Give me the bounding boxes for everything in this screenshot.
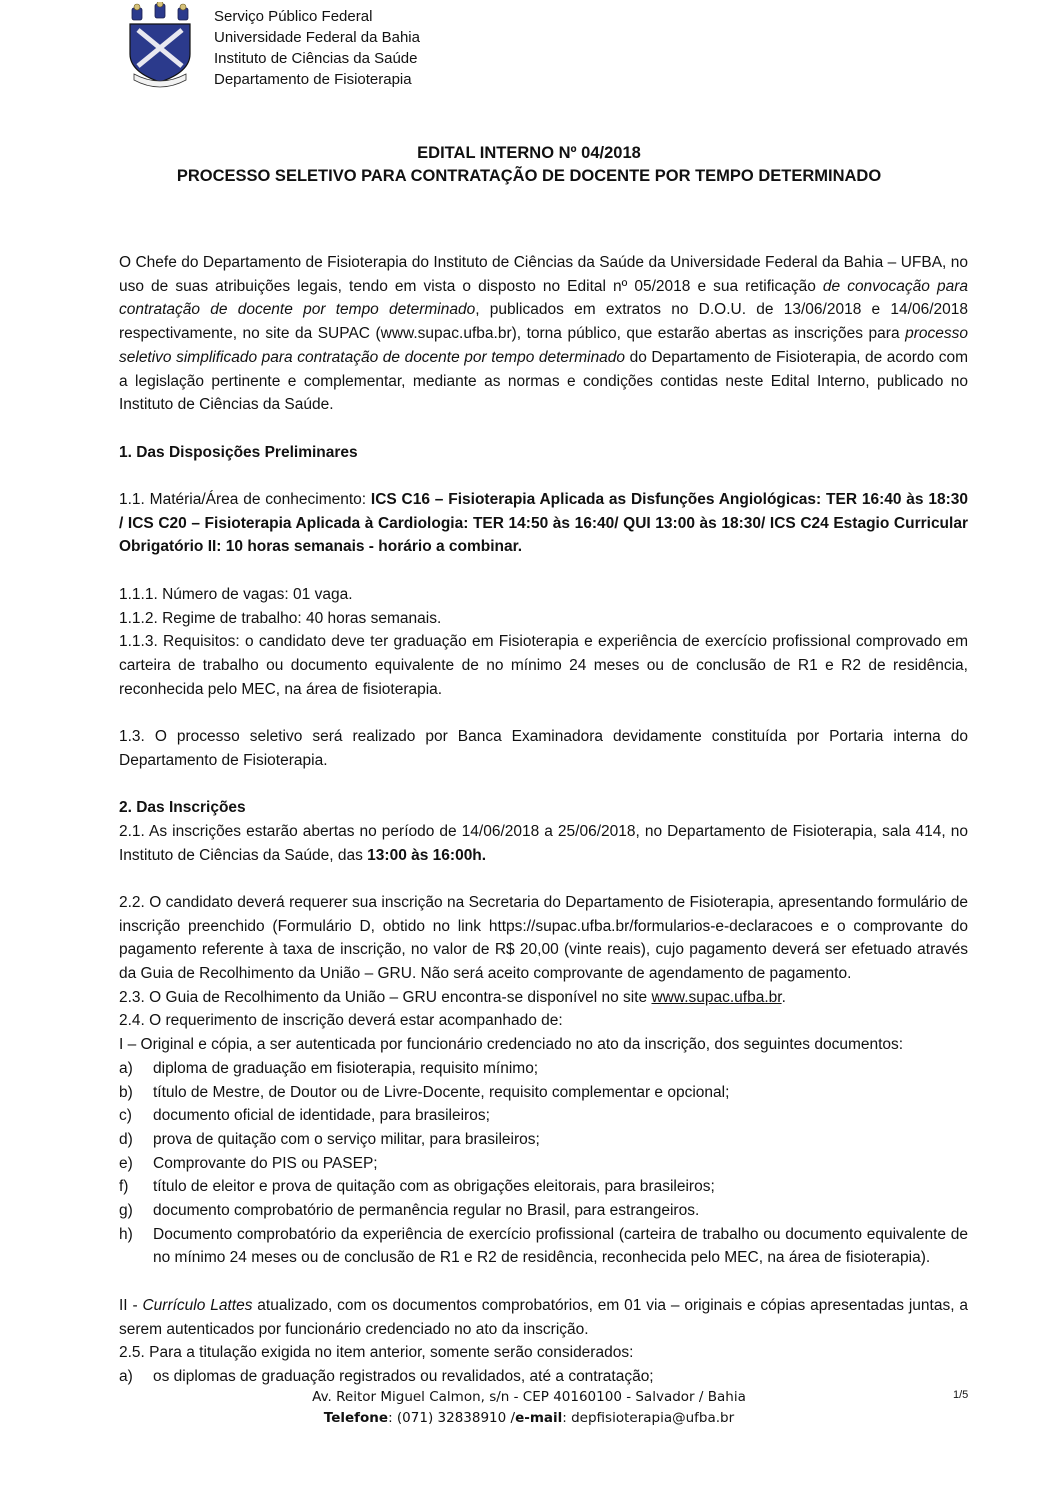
- intro-paragraph: [119, 251, 968, 417]
- ufba-crest-logo: [124, 2, 196, 94]
- email-value: : depfisioterapia@ufba.br: [562, 1410, 735, 1426]
- intro-text-2: , publicados em extratos no D.O.U. de 13/06/2018 e 14/06/2018 respectivamente, no site da SUPAC (www.supac.ufba.br), torna público, que estarão abertas as inscrições para: [119, 301, 968, 343]
- document-body: [119, 251, 968, 1389]
- email-label: e-mail: [515, 1410, 563, 1426]
- page-footer: [0, 1387, 1058, 1429]
- list-item: [119, 1104, 968, 1128]
- list-text: título de Mestre, de Doutor ou de Livre-Docente, requisito complementar e opcional;: [153, 1083, 730, 1101]
- item-2-3-end: .: [781, 988, 786, 1006]
- item-2-3-text: 2.3. O Guia de Recolhimento da União – GRU encontra-se disponível no site: [119, 988, 652, 1006]
- list-item: [119, 1128, 968, 1152]
- header-line-university: Universidade Federal da Bahia: [214, 29, 420, 46]
- list-text: prova de quitação com o serviço militar, para brasileiros;: [153, 1130, 540, 1148]
- list-item: [119, 1057, 968, 1081]
- list-text: diploma de graduação em fisioterapia, requisito mínimo;: [153, 1059, 539, 1077]
- institution-header: [214, 6, 420, 90]
- list-letter: d): [119, 1130, 133, 1148]
- item-2-1-text: 2.1. As inscrições estarão abertas no período de 14/06/2018 a 25/06/2018, no Departamento de Fisioterapia, sala 414, no Instituto de Ciências da Saúde, das: [119, 822, 968, 864]
- section2-heading: 2. Das Inscrições: [119, 799, 246, 817]
- document-title: [0, 142, 1058, 188]
- item-1-1-2: 1.1.2. Regime de trabalho: 40 horas semanais.: [119, 609, 442, 627]
- header-line-institute: Instituto de Ciências da Saúde: [214, 50, 418, 67]
- list-text: documento comprobatório de permanência regular no Brasil, para estrangeiros.: [153, 1202, 700, 1220]
- list-text: título de eleitor e prova de quitação com as obrigações eleitorais, para brasileiros;: [153, 1178, 715, 1196]
- footer-address: Av. Reitor Miguel Calmon, s/n - CEP 40160100 - Salvador / Bahia: [312, 1389, 746, 1405]
- item-2-1-hours: 13:00 às 16:00h.: [367, 846, 487, 864]
- list-item: [119, 1081, 968, 1105]
- intro-text-3: do Departamento de Fisioterapia, de acordo com a legislação pertinente e complementar, mediante as normas e condições contidas neste Edital Interno, publicado no Instituto de Ciências da Saúde.: [119, 348, 968, 414]
- list-letter: e): [119, 1154, 133, 1172]
- item-2-3: [119, 986, 968, 1010]
- roman-item-1: I – Original e cópia, a ser autenticada por funcionário credenciado no ato da inscrição, dos seguintes documentos:: [119, 1036, 904, 1054]
- list-letter: h): [119, 1225, 133, 1243]
- item-2-5: 2.5. Para a titulação exigida no item anterior, somente serão considerados:: [119, 1344, 634, 1362]
- list-text: documento oficial de identidade, para brasileiros;: [153, 1107, 490, 1125]
- header-line-service: Serviço Público Federal: [214, 8, 373, 25]
- list-item: [119, 1175, 968, 1199]
- intro-italic-2: processo seletivo simplificado para contratação de docente por tempo determinado: [119, 325, 968, 366]
- list-letter: b): [119, 1083, 133, 1101]
- item-1-1-1: 1.1.1. Número de vagas: 01 vaga.: [119, 585, 353, 603]
- roman-2-lattes: Currículo Lattes: [142, 1296, 253, 1314]
- item-1-3: 1.3. O processo seletivo será realizado por Banca Examinadora devidamente constituída por Portaria interna do Departamento de Fisioterapia.: [119, 728, 968, 769]
- title-edital: EDITAL INTERNO Nº 04/2018: [417, 144, 641, 162]
- intro-italic-1: de convocação para contratação de docente por tempo determinado: [119, 277, 968, 319]
- roman-2-text: atualizado, com os documentos comprobatórios, em 01 via – originais e cópias apresentadas juntas, a serem autenticados por funcionário credenciado no ato da inscrição.: [119, 1296, 968, 1338]
- roman-2-prefix: II -: [119, 1296, 143, 1314]
- list-letter: g): [119, 1202, 133, 1220]
- list-letter: f): [119, 1178, 129, 1196]
- item-1-1-label: 1.1. Matéria/Área de conhecimento:: [119, 491, 371, 508]
- item-1-1-3: 1.1.3. Requisitos: o candidato deve ter graduação em Fisioterapia e experiência de exercício profissional comprovado em carteira de trabalho ou documento equivalente de no mínimo 24 meses ou de conclusão de R1 e R2 de residência, reconhecida pelo MEC, na área de fisioterapia.: [119, 633, 968, 698]
- list-item: [119, 1199, 968, 1223]
- item-2-1: [119, 820, 968, 867]
- item-1-1-subjects: ICS C16 – Fisioterapia Aplicada as Disfunções Angiológicas: TER 16:40 às 18:30 / ICS C20 – Fisioterapia Aplicada à Cardiologia: TER 14:50 às 16:40/ QUI 13:00 às 18:30/ ICS C24 Estagio Curricular Obrigatório II: 10 horas semanais - horário a combinar.: [119, 491, 968, 556]
- list-text: os diplomas de graduação registrados ou revalidados, até a contratação;: [153, 1367, 654, 1385]
- phone-label: Telefone: [323, 1410, 389, 1426]
- section1-heading: 1. Das Disposições Preliminares: [119, 443, 358, 461]
- list-item: [119, 1152, 968, 1176]
- list-letter: c): [119, 1107, 132, 1125]
- page-number: 1/5: [953, 1389, 969, 1401]
- list-letter: a): [119, 1059, 133, 1077]
- phone-value: : (071) 32838910 /: [388, 1410, 516, 1426]
- list-letter: a): [119, 1367, 133, 1385]
- item-1-1: [119, 488, 968, 559]
- roman-item-2: [119, 1294, 968, 1341]
- footer-contact: [0, 1408, 1058, 1429]
- list-item: [119, 1223, 968, 1270]
- list-text: Comprovante do PIS ou PASEP;: [153, 1154, 378, 1172]
- intro-text-1: O Chefe do Departamento de Fisioterapia do Instituto de Ciências da Saúde da Universidade Federal da Bahia – UFBA, no uso de suas atribuições legais, tendo em vista o disposto no Edital nº 05/2018 e sua retificação: [119, 254, 968, 295]
- supac-link[interactable]: www.supac.ufba.br: [651, 988, 782, 1006]
- title-process: PROCESSO SELETIVO PARA CONTRATAÇÃO DE DOCENTE POR TEMPO DETERMINADO: [176, 167, 882, 185]
- header-line-department: Departamento de Fisioterapia: [214, 71, 412, 88]
- list-item: [119, 1365, 968, 1389]
- item-2-4: 2.4. O requerimento de inscrição deverá estar acompanhado de:: [119, 1012, 563, 1030]
- item-2-2: 2.2. O candidato deverá requerer sua inscrição na Secretaria do Departamento de Fisioterapia, apresentando formulário de inscrição preenchido (Formulário D, obtido no link https://supac.ufba.br/formularios-e-declaracoes e o comprovante do pagamento referente à taxa de inscrição, no valor de R$ 20,00 (vinte reais), cujo pagamento deverá ser efetuado através da Guia de Recolhimento da União – GRU. Não será aceito comprovante de agendamento de pagamento.: [119, 893, 968, 982]
- list-text: Documento comprobatório da experiência de exercício profissional (carteira de trabalho ou documento equivalente de no mínimo 24 meses ou de conclusão de R1 e R2 de residência, reconhecida pelo MEC, na área de fisioterapia).: [153, 1225, 968, 1267]
